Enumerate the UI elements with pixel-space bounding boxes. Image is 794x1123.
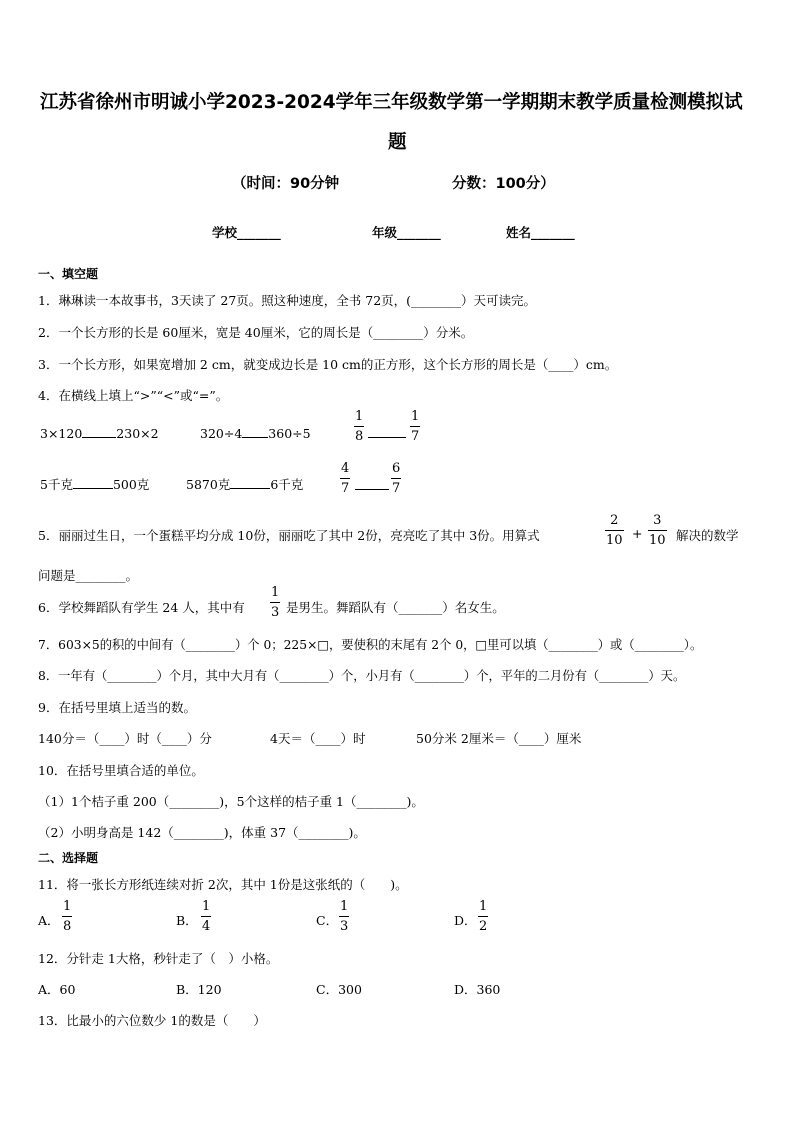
compare-left-d bbox=[186, 474, 303, 493]
compare-expr: 320÷4 bbox=[200, 426, 243, 441]
question-9a: 140分＝（____）时（____）分 bbox=[38, 731, 212, 746]
compare-expr: 3×120 bbox=[40, 426, 83, 441]
compare-expr: 500克 bbox=[112, 477, 150, 492]
fraction-denominator: 4 bbox=[201, 916, 211, 933]
question-5-text: 5．丽丽过生日，一个蛋糕平均分成 10份，丽丽吃了其中 2份，亮亮吃了其中 3份。用算式 bbox=[38, 528, 540, 543]
fraction-denominator: 10 bbox=[605, 530, 624, 547]
fraction-numerator: 4 bbox=[341, 461, 350, 476]
option-b-label: B． bbox=[176, 913, 198, 928]
fraction-denominator: 3 bbox=[339, 916, 349, 933]
answer-blank[interactable] bbox=[73, 474, 113, 489]
option-a-label: A． bbox=[38, 913, 60, 928]
question-1: 1．琳琳读一本故事书，3天读了 27页。照这种速度，全书 72页，(________）天可读完。 bbox=[38, 293, 537, 308]
question-10-stem: 10．在括号里填合适的单位。 bbox=[38, 763, 204, 778]
option-c[interactable]: C．300 bbox=[316, 982, 362, 997]
question-10b: （2）小明身高是 142（________)，体重 37（________)。 bbox=[38, 825, 366, 840]
answer-blank[interactable] bbox=[355, 489, 389, 490]
fraction-denominator: 10 bbox=[648, 530, 667, 547]
fraction-numerator: 3 bbox=[653, 513, 662, 528]
section-choice-heading: 二、选择题 bbox=[38, 851, 99, 865]
exam-time: （时间：90分钟 bbox=[232, 176, 340, 192]
fraction-numerator: 6 bbox=[392, 461, 401, 476]
compare-expr: 360÷5 bbox=[268, 426, 311, 441]
question-9b: 4天＝（____）时 bbox=[270, 731, 366, 746]
compare-expr: 6千克 bbox=[270, 477, 304, 492]
fraction bbox=[605, 514, 624, 547]
fraction bbox=[648, 514, 667, 547]
fraction-denominator: 7 bbox=[340, 478, 350, 495]
question-13-stem: 13．比最小的六位数少 1的数是（ ） bbox=[38, 1013, 266, 1028]
fraction-numerator: 1 bbox=[63, 899, 72, 914]
question-12-stem: 12．分针走 1大格，秒针走了（ ）小格。 bbox=[38, 951, 279, 966]
question-3: 3．一个长方形，如果宽增加 2 cm，就变成边长是 10 cm的正方形，这个长方形的周长是（____）cm。 bbox=[38, 357, 618, 372]
school-field: 学校_______ bbox=[212, 225, 281, 240]
fraction-denominator: 8 bbox=[354, 426, 364, 443]
fraction bbox=[410, 410, 420, 443]
question-6-text-end: 是男生。舞蹈队有（_______）名女生。 bbox=[286, 600, 505, 615]
question-11-stem: 11．将一张长方形纸连续对折 2次，其中 1份是这张纸的（ )。 bbox=[38, 877, 408, 892]
question-5-text-line2: 问题是________。 bbox=[38, 568, 139, 583]
option-b-fraction[interactable] bbox=[201, 900, 211, 933]
option-c-label: C． bbox=[316, 913, 339, 928]
question-9c: 50分米 2厘米＝（____）厘米 bbox=[416, 731, 582, 746]
answer-blank[interactable] bbox=[82, 423, 116, 438]
exam-score: 分数：100分） bbox=[452, 176, 555, 192]
compare-left-b bbox=[200, 423, 311, 441]
fraction-numerator: 2 bbox=[610, 513, 619, 528]
question-9-stem: 9．在括号里填上适当的数。 bbox=[38, 700, 196, 715]
section-fill-heading: 一、填空题 bbox=[38, 267, 99, 281]
question-2: 2．一个长方形的长是 60厘米，宽是 40厘米，它的周长是（________）分米。 bbox=[38, 325, 474, 340]
option-a-fraction[interactable] bbox=[62, 900, 72, 933]
fraction-numerator: 1 bbox=[340, 899, 349, 914]
option-d[interactable]: D．360 bbox=[454, 982, 501, 997]
fraction-denominator: 2 bbox=[478, 916, 488, 933]
fraction-numerator: 1 bbox=[479, 899, 488, 914]
answer-blank[interactable] bbox=[230, 474, 270, 489]
fraction-denominator: 7 bbox=[410, 426, 420, 443]
question-8: 8．一年有（________）个月，其中大月有（________）个，小月有（________）个，平年的二月份有（________）天。 bbox=[38, 669, 686, 683]
answer-blank[interactable] bbox=[368, 437, 406, 438]
fraction-numerator: 1 bbox=[271, 585, 280, 600]
fraction bbox=[354, 410, 364, 443]
fraction bbox=[340, 462, 350, 495]
name-field: 姓名_______ bbox=[506, 225, 575, 240]
fraction-numerator: 1 bbox=[355, 409, 364, 424]
option-d-label: D． bbox=[454, 913, 477, 928]
option-b[interactable]: B．120 bbox=[176, 982, 222, 997]
option-d-fraction[interactable] bbox=[478, 900, 488, 933]
fraction-numerator: 1 bbox=[202, 899, 211, 914]
option-a[interactable]: A．60 bbox=[38, 982, 76, 997]
fraction-denominator: 7 bbox=[391, 478, 401, 495]
option-c-fraction[interactable] bbox=[339, 900, 349, 933]
answer-blank[interactable] bbox=[242, 423, 268, 438]
compare-left-c bbox=[40, 474, 149, 493]
exam-title-line1: 江苏省徐州市明诚小学2023-2024学年三年级数学第一学期期末教学质量检测模拟试 bbox=[40, 92, 743, 113]
exam-title-line2: 题 bbox=[388, 132, 407, 153]
question-7: 7．603×5的积的中间有（________）个 0；225×□，要使积的末尾有 2个 0，□里可以填（________）或（________）。 bbox=[38, 638, 703, 652]
fraction-denominator: 3 bbox=[270, 602, 280, 619]
question-5-text-end: 解决的数学 bbox=[676, 528, 739, 543]
fraction bbox=[391, 462, 401, 495]
plus-sign: + bbox=[632, 526, 643, 541]
grade-field: 年级_______ bbox=[372, 225, 441, 240]
compare-expr: 5870克 bbox=[186, 477, 231, 492]
compare-expr: 5千克 bbox=[40, 477, 73, 492]
compare-left-a bbox=[40, 423, 159, 441]
fraction-numerator: 1 bbox=[411, 409, 420, 424]
fraction-denominator: 8 bbox=[62, 916, 72, 933]
compare-expr: 230×2 bbox=[116, 426, 159, 441]
fraction bbox=[270, 586, 280, 619]
question-4-stem: 4．在横线上填上“>”“<”或“=”。 bbox=[38, 388, 229, 403]
question-10a: （1）1个桔子重 200（________)，5个这样的桔子重 1（________)。 bbox=[38, 794, 424, 809]
question-6-text: 6．学校舞蹈队有学生 24 人，其中有 bbox=[38, 600, 245, 615]
